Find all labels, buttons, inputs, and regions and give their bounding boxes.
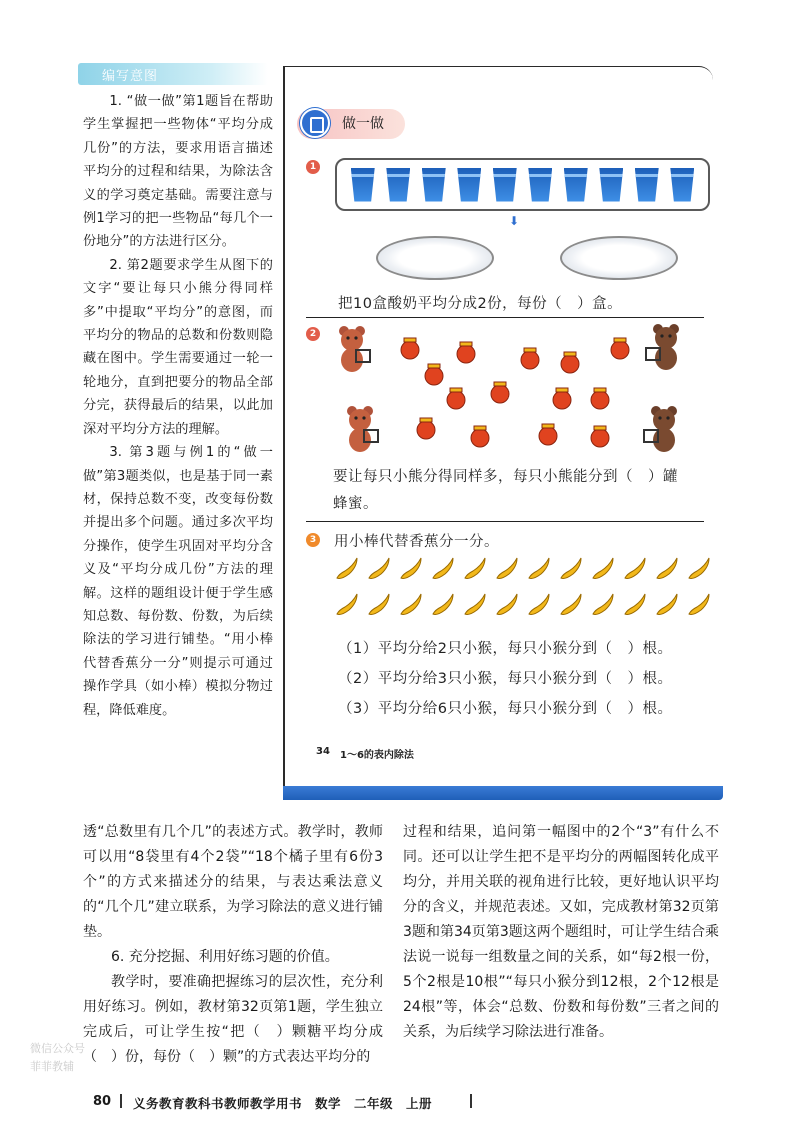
honey-jar-icon: [521, 348, 539, 369]
panel-bottom-bar: [283, 786, 723, 800]
yogurt-cup-icon: [493, 168, 517, 202]
notebook-icon: [300, 108, 330, 138]
question-1-text: 把10盒酸奶平均分成2份，每份（ ）盒。: [338, 296, 623, 312]
honey-jar-icon: [539, 424, 557, 445]
banana-icon: [525, 592, 553, 618]
honey-jar-icon: [491, 382, 509, 403]
question-2-number: 2: [306, 327, 320, 341]
banana-icon: [493, 556, 521, 582]
banana-icon: [429, 592, 457, 618]
honey-jar-icon: [561, 352, 579, 373]
bear-icon: [339, 326, 370, 372]
banana-row-2: [333, 592, 713, 618]
banana-icon: [493, 592, 521, 618]
yogurt-cup-icon: [528, 168, 552, 202]
textbook-page-number: 34: [316, 746, 330, 757]
body-heading: 6. 充分挖掘、利用好练习题的价值。: [111, 949, 339, 965]
question-1-number: 1: [306, 160, 320, 174]
honey-jar-icon: [471, 426, 489, 447]
sidebar-paragraph-3: 3. 第3题与例1的“做一做”第3题类似，也是基于同一素材，保持总数不变，改变每份数并提出多个问题。通过多次平均分操作，使学生巩固对平均分含义及“平均分成几份”方法的理解。这样的题组设计便于学生感知总数、每份数、份数，为后续除法的学习进行铺垫。“用小棒代替香蕉分一分”则提示可通过操作学具（如小棒）模拟分物过程，降低难度。: [83, 445, 273, 718]
banana-icon: [685, 556, 713, 582]
body-paragraph: 透“总数里有几个几”的表述方式。教学时，教师可以用“8袋里有4个2袋”“18个橘子里有6份3个”的方式来描述分的结果，与表达乘法意义的“几个几”建立联系，为学习除法的意义进行铺垫。: [83, 824, 383, 940]
yogurt-cup-icon: [564, 168, 588, 202]
banana-icon: [557, 556, 585, 582]
honey-jar-icon: [591, 426, 609, 447]
banana-icon: [397, 592, 425, 618]
honey-bears-illustration: [330, 320, 720, 460]
plate-left: [376, 236, 494, 280]
honey-jar-icon: [425, 364, 443, 385]
banana-icon: [333, 556, 361, 582]
banana-icon: [365, 556, 393, 582]
honey-jar-icon: [457, 342, 475, 363]
divider: [306, 317, 704, 318]
question-3-number: 3: [306, 533, 320, 547]
sidebar-tag: 编写意图: [78, 63, 268, 85]
honey-jar-icon: [447, 388, 465, 409]
body-paragraph: 教学时，要准确把握练习的层次性，充分利用好练习。例如，教材第32页第1题，学生独立完成后，可让学生按“把（ ）颗糖平均分成（ ）份，每份（ ）颗”的方式表达平均分的: [83, 974, 383, 1065]
banana-icon: [365, 592, 393, 618]
watermark: [30, 1040, 85, 1076]
banana-icon: [589, 556, 617, 582]
question-3-sub-3: （3）平均分给6只小猴，每只小猴分到（ ）根。: [338, 701, 673, 717]
body-column-left: [83, 820, 383, 1070]
book-title: 义务教育教科书教师教学用书 数学 二年级 上册: [133, 1096, 433, 1111]
yogurt-cup-icon: [670, 168, 694, 202]
banana-icon: [621, 592, 649, 618]
banana-icon: [685, 592, 713, 618]
banana-icon: [557, 592, 585, 618]
body-paragraph: 过程和结果，追问第一幅图中的2个“3”有什么不同。还可以让学生把不是平均分的两幅图转化成平均分，并用关联的视角进行比较，更好地认识平均分的含义，并规范表述。又如，完成教材第32页第3题和第34页第3题这两个题组时，可让学生结合乘法说一说每一组数量之间的关系，如“每2根一份，5个2根是10根”“每只小猴分到12根，2个12根是24根”等，体会“总数、份数和每份数”三者之间的关系，为后续学习除法进行准备。: [403, 824, 719, 1040]
banana-icon: [461, 592, 489, 618]
bear-icon: [646, 324, 679, 370]
do-it-heading: 做一做: [342, 116, 384, 132]
yogurt-cup-icon: [457, 168, 481, 202]
yogurt-cup-icon: [386, 168, 410, 202]
question-2-text-line2: 蜂蜜。: [333, 496, 378, 512]
sidebar-notes: [83, 90, 273, 722]
banana-icon: [429, 556, 457, 582]
banana-icon: [653, 592, 681, 618]
yogurt-cup-icon: [422, 168, 446, 202]
sidebar-paragraph-2: 2. 第2题要求学生从图下的文字“要让每只小熊分得同样多”中提取“平均分”的意图，而平均分的物品的总数和份数则隐藏在图中。学生需要通过一轮一轮地分，直到把要分的物品全部分完，获得最后的结果，以此加深对平均分方法的理解。: [83, 257, 273, 437]
yogurt-cup-icon: [351, 168, 375, 202]
banana-icon: [621, 556, 649, 582]
sidebar-paragraph-1: 1. “做一做”第1题旨在帮助学生掌握把一些物体“平均分成几份”的方法，要求用语言描述平均分的过程和结果，为除法含义的学习奠定基础。需要注意与例1学习的把一些物品“每几个一份地分”的方法进行区分。: [83, 94, 273, 250]
question-3-sub-1: （1）平均分给2只小猴，每只小猴分到（ ）根。: [338, 641, 673, 657]
watermark-line-2: 菲菲教辅: [30, 1060, 74, 1073]
bear-icon: [644, 406, 677, 452]
yogurt-cup-icon: [599, 168, 623, 202]
banana-row-1: [333, 556, 713, 582]
yogurt-box: [335, 158, 710, 211]
honey-jar-icon: [553, 388, 571, 409]
footer-divider: [470, 1094, 472, 1108]
banana-icon: [653, 556, 681, 582]
banana-icon: [525, 556, 553, 582]
arrow-down-icon: ⬇: [509, 214, 520, 228]
question-3-title: 用小棒代替香蕉分一分。: [334, 534, 499, 550]
honey-jar-icon: [417, 418, 435, 439]
footer-divider: [120, 1094, 122, 1108]
honey-jar-icon: [401, 338, 419, 359]
watermark-line-1: 微信公众号: [30, 1042, 85, 1055]
divider: [306, 521, 704, 522]
page-number: 80: [93, 1094, 112, 1109]
question-2-text-line1: 要让每只小熊分得同样多，每只小熊能分到（ ）罐: [333, 469, 678, 485]
textbook-unit-title: 1～6的表内除法: [340, 750, 414, 761]
plate-right: [560, 236, 678, 280]
banana-icon: [461, 556, 489, 582]
yogurt-cup-icon: [635, 168, 659, 202]
body-column-right: [403, 820, 719, 1045]
banana-icon: [397, 556, 425, 582]
question-3-sub-2: （2）平均分给3只小猴，每只小猴分到（ ）根。: [338, 671, 673, 687]
bear-icon: [347, 406, 378, 452]
banana-icon: [333, 592, 361, 618]
honey-jar-icon: [611, 338, 629, 359]
banana-icon: [589, 592, 617, 618]
honey-jar-icon: [591, 388, 609, 409]
